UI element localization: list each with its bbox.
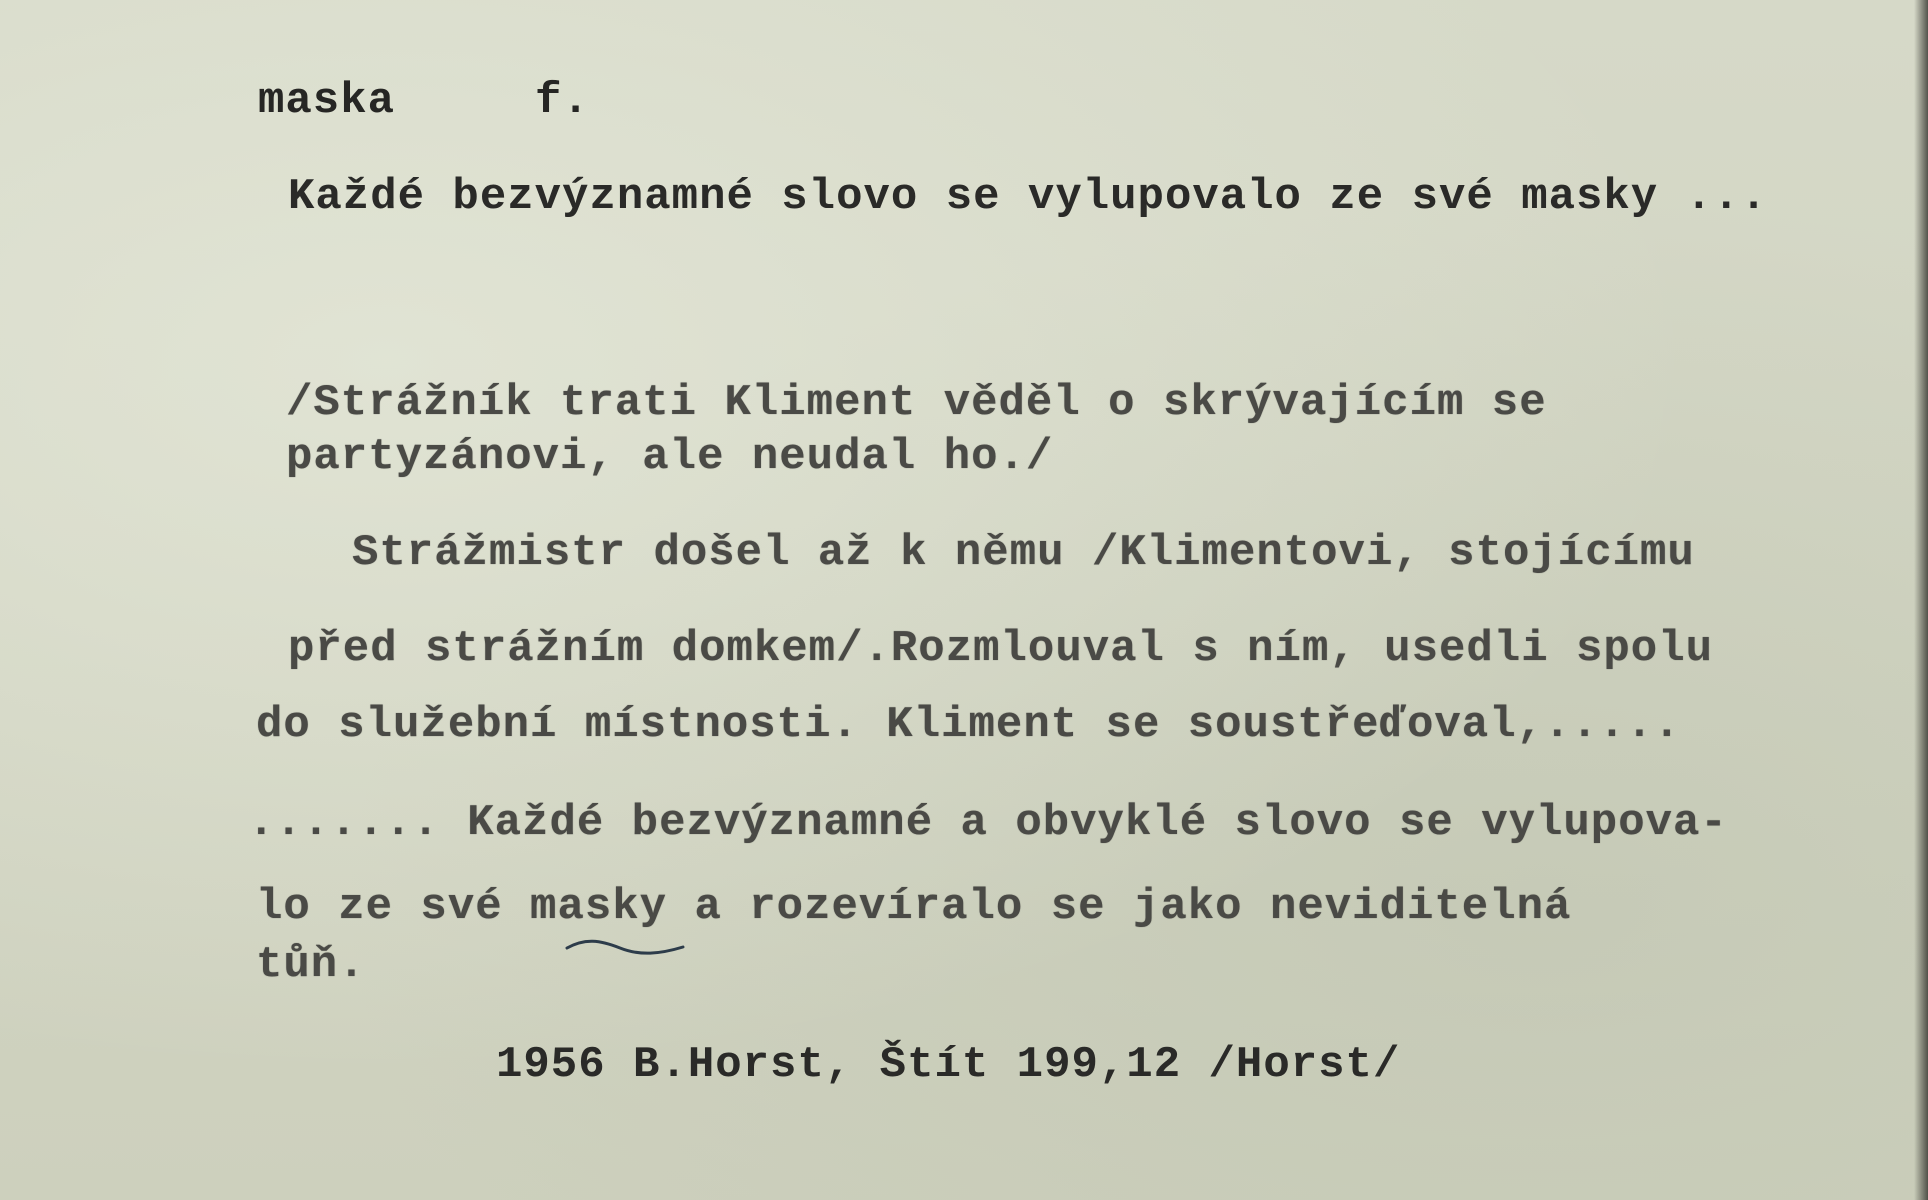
source-citation: 1956 B.Horst, Štít 199,12 /Horst/	[496, 1040, 1401, 1090]
summary-line: Každé bezvýznamné slovo se vylupovalo ze své masky ...	[288, 172, 1768, 222]
quote-line-3: do služební místnosti. Kliment se soustřeďoval,.....	[256, 700, 1682, 750]
quote-line-5: lo ze své masky a rozevíralo se jako neviditelná	[256, 882, 1572, 932]
quote-line-2: před strážním domkem/.Rozmlouval s ním, usedli spolu	[288, 624, 1714, 674]
context-line-2: partyzánovi, ale neudal ho./	[286, 432, 1054, 482]
headword-gender: f.	[535, 76, 590, 126]
context-line-1: /Strážník trati Kliment věděl o skrývajícím se	[286, 378, 1547, 428]
headword-lemma: maska	[258, 76, 396, 126]
quote-line-4: ....... Každé bezvýznamné a obvyklé slovo se vylupova-	[248, 798, 1728, 848]
handwritten-underline	[565, 936, 685, 956]
quote-line-6: tůň.	[256, 940, 366, 990]
card-edge-shadow	[1914, 0, 1928, 1200]
quote-line-1: Strážmistr došel až k němu /Klimentovi, stojícímu	[352, 528, 1695, 578]
